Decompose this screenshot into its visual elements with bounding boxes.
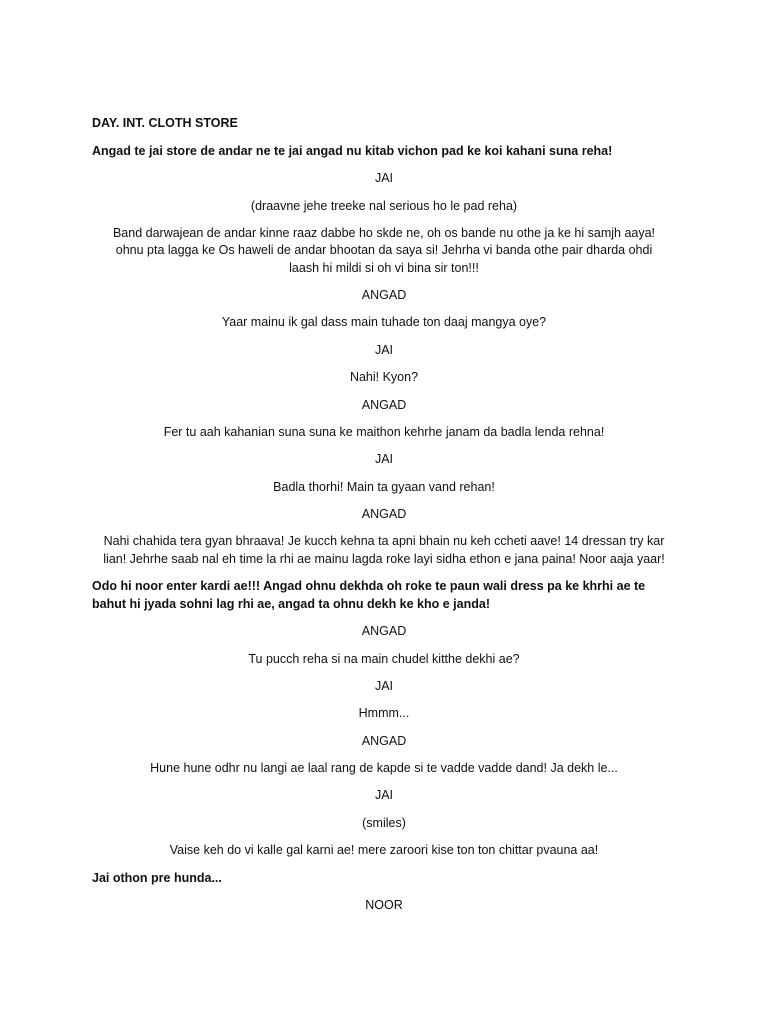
action-line: bahut hi jyada sohni lag rhi ae, angad ta ohnu dekh ke kho e janda! <box>92 597 490 611</box>
character-name: ANGAD <box>361 398 407 412</box>
character-name: ANGAD <box>361 288 407 302</box>
parenthetical: (draavne jehe treeke nal serious ho le pad reha) <box>250 199 518 213</box>
dialogue-line: Fer tu aah kahanian suna suna ke maithon kehrhe janam da badla lenda rehna! <box>163 425 605 439</box>
dialogue-line: Vaise keh do vi kalle gal karni ae! mere zaroori kise ton ton chittar pvauna aa! <box>169 843 599 857</box>
character-name: JAI <box>374 452 394 466</box>
dialogue-line: ohnu pta lagga ke Os haweli de andar bhootan da saya si! Jehrha vi banda othe pair dharda ohdi <box>115 243 653 257</box>
dialogue-line: Tu pucch reha si na main chudel kitthe dekhi ae? <box>248 652 520 666</box>
parenthetical: (smiles) <box>362 816 406 830</box>
character-name: ANGAD <box>361 624 407 638</box>
character-name: JAI <box>374 788 394 802</box>
action-line: Odo hi noor enter kardi ae!!! Angad ohnu dekhda oh roke te paun wali dress pa ke khrhi ae te <box>92 579 646 593</box>
dialogue-line: Hmmm... <box>358 706 410 720</box>
character-name: JAI <box>374 679 394 693</box>
dialogue-line: Badla thorhi! Main ta gyaan vand rehan! <box>273 480 495 494</box>
action-line: Angad te jai store de andar ne te jai angad nu kitab vichon pad ke koi kahani suna reha! <box>92 144 613 158</box>
dialogue-line: lian! Jehrhe saab nal eh time la rhi ae mainu lagda roke layi sidha ethon e jana paina! Noor aaja yaar! <box>103 552 665 566</box>
dialogue-line: Nahi chahida tera gyan bhraava! Je kucch kehna ta apni bhain nu keh ccheti aave! 14 dressan try kar <box>103 534 665 548</box>
dialogue-line: Nahi! Kyon? <box>349 370 419 384</box>
character-name: NOOR <box>365 898 403 912</box>
character-name: ANGAD <box>361 507 407 521</box>
character-name: JAI <box>374 171 394 185</box>
dialogue-line: Hune hune odhr nu langi ae laal rang de kapde si te vadde vadde dand! Ja dekh le... <box>150 761 618 775</box>
scene-heading: DAY. INT. CLOTH STORE <box>92 116 238 130</box>
dialogue-line: Yaar mainu ik gal dass main tuhade ton daaj mangya oye? <box>221 315 547 329</box>
dialogue-line: Band darwajean de andar kinne raaz dabbe ho skde ne, oh os bande nu othe ja ke hi samjh aaya! <box>112 226 656 240</box>
character-name: ANGAD <box>361 734 407 748</box>
dialogue-line: laash hi mildi si oh vi bina sir ton!!! <box>289 261 479 275</box>
character-name: JAI <box>374 343 394 357</box>
action-line: Jai othon pre hunda... <box>92 871 222 885</box>
